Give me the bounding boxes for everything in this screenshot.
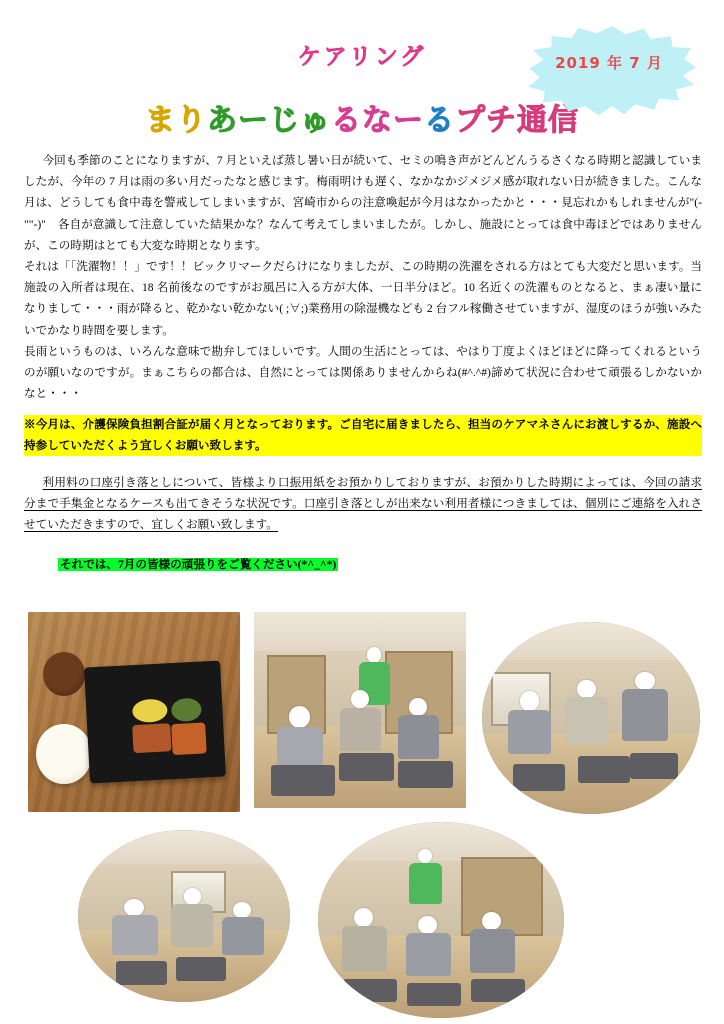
photo-gallery: [0, 612, 724, 1012]
notice-insurance-certificate: [24, 415, 702, 456]
notice-bank-transfer: 利用料の口座引き落としについて、皆様より口振用紙をお預かりしておりますが、お預かりした時期によっては、今回の請求分まで手集金となるケースも出てきそうな状況です。口座引き落としが出来ない利用者様につきましては、個別にご連絡を入れさせていただきますので、宜しくお願い致します。: [24, 476, 702, 532]
photo-group-activity-2: [482, 622, 700, 814]
title-part-1: まり: [145, 103, 207, 138]
title-part-2: あーじゅ: [207, 103, 331, 138]
closing-line-text: それでは、7月の皆様の頑張りをご覧ください(*^_^*): [60, 557, 337, 571]
paragraph-2: それは「「洗濯物！！」です！！ビックリマークだらけになりましたが、この時期の洗濯をされる方はとても大変だと思います。当施設の入所者は現在、18 名前後なのですがお風呂に入る方が大体、一日半分ほど。10 名近くの洗濯ものとなると、まぁ凄い量になりまして・・・雨が降ると、乾かない乾かない( ;∀;)業務用の除湿機なども 2 台フル稼働させていますが、湿度のほうが強いみたいでかなり時間を要します。: [24, 260, 702, 337]
date-badge-label: 2019 年 7 月: [555, 54, 663, 72]
newsletter-body: [24, 150, 702, 575]
photo-group-activity-4: [318, 822, 564, 1018]
title-part-5: プチ通信: [455, 103, 579, 138]
title-part-3: るなー: [331, 103, 424, 138]
paragraph-3: 長雨というものは、いろんな意味で勘弁してほしいです。人間の生活にとっては、やはり丁度よくほどほどに降ってくれるというのが願いなのですが。まぁこちらの都合は、自然にとっては関係ありませんからね(#^.^#)諦めて状況に合わせて頑張るしかないかなと・・・: [24, 344, 702, 401]
paragraph-1: 今回も季節のことになりますが、7 月といえば蒸し暑い日が続いて、セミの鳴き声がどんどんうるさくなる時期と認識していましたが、今年の 7 月は雨の多い月だったなと感じます。梅雨明けも遅く、なかなかジメジメ感が取れない日が続きました。こんな月は、どうしても食中毒を警戒してしまいますが、宮崎市からの注意喚起が今月はなかったかと・・・見忘れかもしれませんが"(-""-)" 各自が意識して注意していた結果かな？なんて考えてしまいましたが。しかし、施設にとっては食中毒ほどではありませんが、この時期はとても大変な時期となります。: [24, 154, 702, 252]
notice-insurance-certificate-text: ※今月は、介護保険負担割合証が届く月となっております。ご自宅に届きましたら、担当のケアマネさんにお渡しするか、施設へ持参していただくよう宜しくお願い致します。: [24, 415, 702, 456]
page-title-caring: ケアリング: [297, 44, 427, 70]
title-part-4: る: [424, 103, 455, 138]
photo-group-activity-3: [78, 830, 290, 1002]
photo-group-activity-1: [254, 612, 466, 808]
closing-line: [24, 554, 702, 575]
newsletter-header: [0, 0, 724, 142]
photo-bento-tray: [28, 612, 240, 812]
